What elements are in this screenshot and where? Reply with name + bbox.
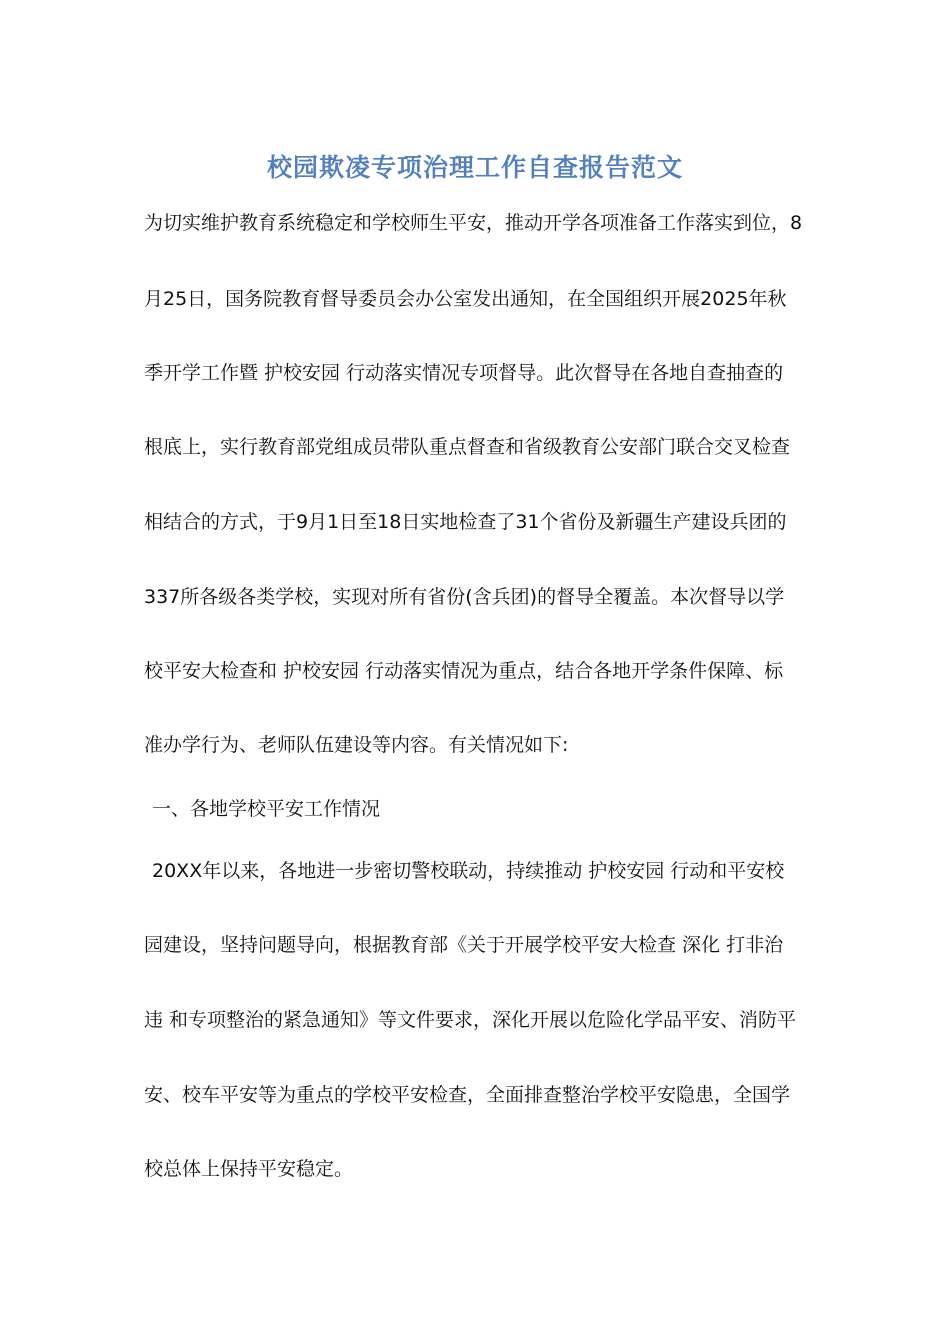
body-line: 337所各级各类学校，实现对所有省份(含兵团)的督导全覆盖。本次督导以学: [144, 586, 785, 608]
body-line: 相结合的方式，于9月1日至18日实地检查了31个省份及新疆生产建设兵团的: [144, 511, 787, 533]
body-line: 安、校车平安等为重点的学校平安检查，全面排查整治学校平安隐患，全国学: [144, 1084, 791, 1106]
body-line: 准办学行为、老师队伍建设等内容。有关情况如下:: [144, 734, 569, 756]
body-line: 违 和专项整治的紧急通知》等文件要求，深化开展以危险化学品平安、消防平: [144, 1009, 797, 1031]
body-line: 20XX年以来，各地进一步密切警校联动，持续推动 护校安园 行动和平安校: [152, 860, 785, 882]
body-line: 园建设，坚持问题导向，根据教育部《关于开展学校平安大检查 深化 打非治: [144, 934, 784, 956]
body-line: 校总体上保持平安稳定。: [144, 1158, 354, 1180]
section-heading: 一、各地学校平安工作情况: [152, 798, 381, 820]
body-line: 根底上，实行教育部党组成员带队重点督查和省级教育公安部门联合交叉检查: [144, 436, 791, 458]
body-line: 月25日，国务院教育督导委员会办公室发出通知，在全国组织开展2025年秋: [144, 288, 787, 310]
body-line: 校平安大检查和 护校安园 行动落实情况为重点，结合各地开学条件保障、标: [144, 660, 784, 682]
body-line: 季开学工作暨 护校安园 行动落实情况专项督导。此次督导在各地自查抽查的: [144, 362, 784, 384]
body-line: 为切实维护教育系统稳定和学校师生平安，推动开学各项准备工作落实到位，8: [144, 212, 803, 234]
document-title: 校园欺凌专项治理工作自查报告范文: [266, 153, 683, 182]
